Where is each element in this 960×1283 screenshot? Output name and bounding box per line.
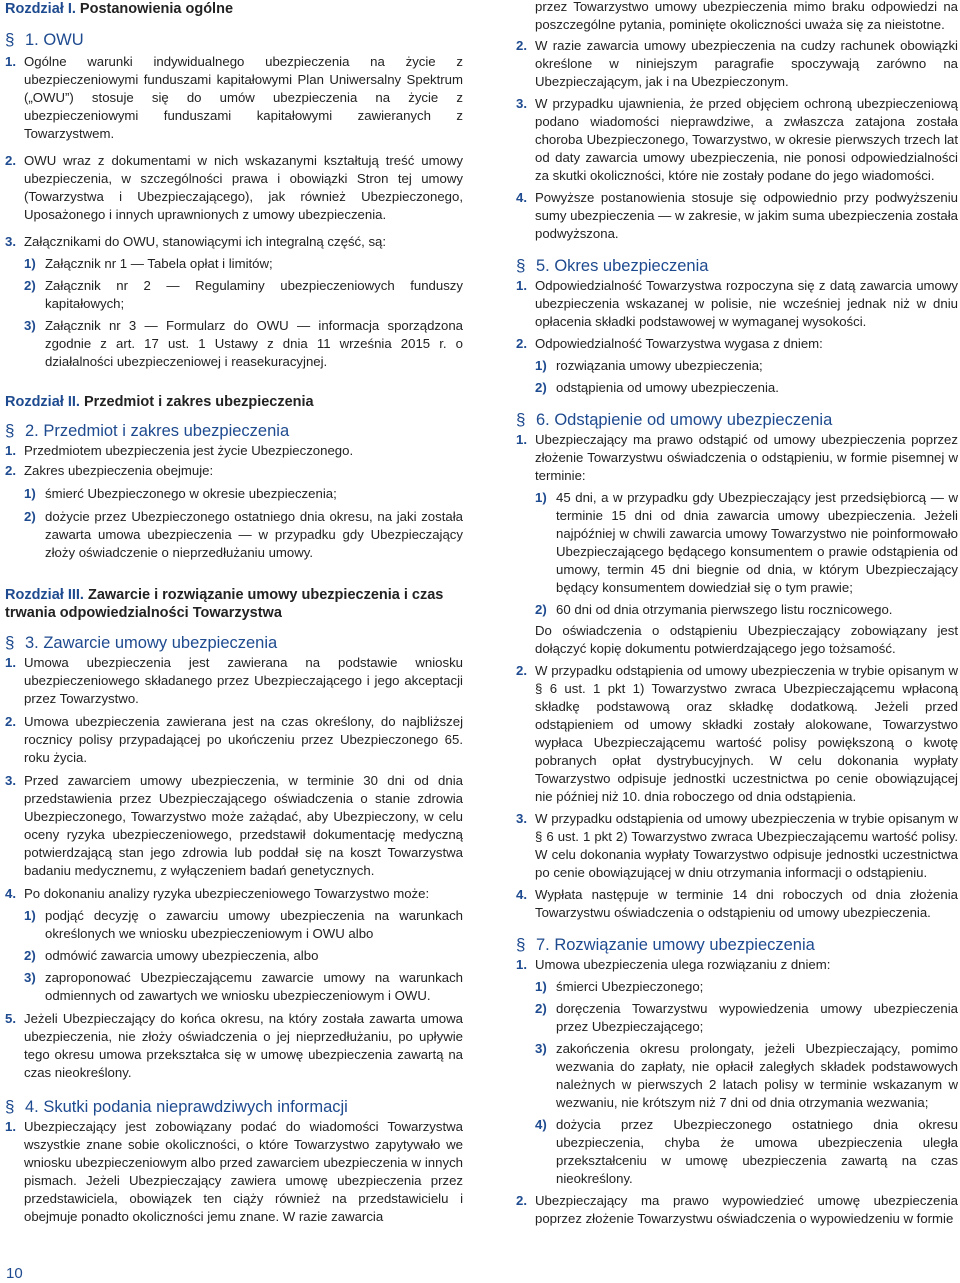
list-item: 1. Ubezpieczający ma prawo odstąpić od umowy ubezpieczenia poprzez złożenie Towarzystwu oświadczenia o odstąpieniu, w formie pisemnej w terminie:: [516, 432, 958, 483]
list-item: 4. Wypłata następuje w terminie 14 dni roboczych od dnia złożenia Towarzystwu oświadczenia o odstąpieniu od umowy ubezpieczenia.: [516, 887, 958, 920]
section-sign-icon: §: [516, 410, 526, 429]
list-item: 1. Odpowiedzialność Towarzystwa rozpoczyna się z datą zawarcia umowy ubezpieczenia wskazanej w polisie, nie wcześniej jednak niż w dniu opłacenia składki podstawowej w wymaganej wysokości.: [516, 278, 958, 329]
list-item: 4. Powyższe postanowienia stosuje się odpowiednio przy podwyższeniu sumy ubezpieczenia — w zakresie, w jakim suma ubezpieczenia została podwyższona.: [516, 190, 958, 241]
list-item: 2. Umowa ubezpieczenia zawierana jest na czas określony, do najbliższej rocznicy polisy przypadającej po ukończeniu przez Ubezpieczonego 65. roku życia.: [5, 714, 463, 765]
list-item: 3. W przypadku ujawnienia, że przed objęciem ochroną ubezpieczeniową podano wiadomości nieprawdziwe, a zwłaszcza zatajona została choroba Ubezpieczonego, Towarzystwo, w okresie pierwszych trzech lat od daty zawarcia umowy ubezpieczenia, nie ponosi odpowiedzialności za skutki okoliczności, które nie zostały podane do jego wiadomości.: [516, 96, 958, 183]
chapter-2-heading: Rozdział II. Przedmiot i zakres ubezpieczenia: [5, 394, 314, 410]
list-item: 2. OWU wraz z dokumentami w nich wskazanymi kształtują treść umowy ubezpieczenia, w szczególności prawa i obowiązki Stron tej umowy (Towarzystwa i Ubezpieczającego), jak również Ubezpieczonego, Uposażonego i innych uprawnionych z umowy ubezpieczenia.: [5, 153, 463, 222]
sub-list-item: 1) Załącznik nr 1 — Tabela opłat i limitów;: [24, 256, 273, 271]
list-item: 3. Załącznikami do OWU, stanowiącymi ich integralną część, są:: [5, 234, 387, 249]
list-item: 2. W przypadku odstąpienia od umowy ubezpieczenia w trybie opisanym w § 6 ust. 1 pkt 1) Towarzystwo zwraca Ubezpieczającemu wpłaconą składkę podstawową oraz składkę dodatkową. Jeżeli przed odstąpieniem od umowy składki zostały alokowane, Towarzystwo wypłaca Ubezpieczającemu wartość polisy powiększoną o kwotę pobranych opłat dystrybucyjnych. W celu dokonania wypłaty Towarzystwo odpisuje jednostki uczestnictwa po cenie obowiązującej nie później niż 10. dnia roboczego od dnia odstąpienia.: [516, 663, 958, 804]
list-item: 1. Umowa ubezpieczenia jest zawierana na podstawie wniosku ubezpieczeniowego składanego przez Ubezpieczającego i jego akceptacji przez Towarzystwo.: [5, 655, 463, 706]
sub-list-item: 2) Załącznik nr 2 — Regulaminy ubezpieczeniowych funduszy kapitałowych;: [24, 278, 463, 311]
section-sign-icon: §: [516, 256, 526, 275]
list-item: 2. Odpowiedzialność Towarzystwa wygasa z dniem:: [516, 336, 823, 351]
list-item: 3. W przypadku odstąpienia od umowy ubezpieczenia w trybie opisanym w § 6 ust. 1 pkt 2) Towarzystwo zwraca Ubezpieczającemu wartość polisy. W celu dokonania wypłaty Towarzystwo odpisuje jednostki uczestnictwa po cenie obowiązującej w dniu otrzymania informacji o odstąpieniu.: [516, 811, 958, 880]
page-number: 10: [6, 1265, 23, 1282]
section-sign-icon: §: [5, 633, 15, 652]
chapter-3-heading: Rozdział III. Zawarcie i rozwiązanie umowy ubezpieczenia i czas trwania odpowiedzialności Towarzystwa: [5, 587, 444, 621]
list-item: 1. Przedmiotem ubezpieczenia jest życie Ubezpieczonego.: [5, 443, 354, 458]
section-5-heading: § 5. Okres ubezpieczenia: [516, 256, 709, 275]
section-sign-icon: §: [5, 1097, 15, 1116]
sub-list-item: 3) Załącznik nr 3 — Formularz do OWU — informacja sporządzona zgodnie z art. 17 ust. 1 Ustawy z dnia 11 września 2015 r. o działalności ubezpieczeniowej i reasekuracyjnej.: [24, 318, 463, 369]
right-column: [516, 0, 958, 1228]
list-item: 2. Zakres ubezpieczenia obejmuje:: [5, 463, 214, 478]
sub-list-item: 1) 45 dni, a w przypadku gdy Ubezpieczający jest przedsiębiorcą — w terminie 15 dni od dnia zawarcia umowy ubezpieczenia. Jeżeli najpóźniej w chwili zawarcia umowy Towarzystwo nie poinformowało Ubezpieczającego będącego konsumentem o prawie odstąpienia od umowy, termin 45 dni biegnie od dnia, w którym Ubezpieczający będący konsumentem dowiedział się o tym prawie;: [535, 490, 958, 595]
list-item: 1. Umowa ubezpieczenia ulega rozwiązaniu z dniem:: [516, 957, 831, 972]
list-item: 3. Przed zawarciem umowy ubezpieczenia, w terminie 30 dni od dnia przedstawienia przez Ubezpieczającego oświadczenia o stanie zdrowia Ubezpieczonego, Towarzystwo może zażądać, aby Ubezpieczony, w celu oceny ryzyka ubezpieczeniowego, przedstawił dokumentację medyczną potwierdzającą stan jego zdrowia lub poddał się na koszt Towarzystwa badaniu medycznemu, z wyłączeniem badań genetycznych.: [5, 773, 463, 878]
section-sign-icon: §: [5, 30, 15, 49]
section-1-heading: § 1. OWU: [5, 30, 84, 49]
section-2-heading: § 2. Przedmiot i zakres ubezpieczenia: [5, 421, 290, 440]
sub-list-item: 1) podjąć decyzję o zawarciu umowy ubezpieczenia na warunkach określonych we wniosku ubezpieczeniowym i OWU albo: [24, 908, 463, 941]
section-sign-icon: §: [5, 421, 15, 440]
section-7-heading: § 7. Rozwiązanie umowy ubezpieczenia: [516, 935, 815, 954]
section-sign-icon: §: [516, 935, 526, 954]
list-item: 2. W razie zawarcia umowy ubezpieczenia na cudzy rachunek obowiązki określone w niniejszym paragrafie spoczywają zarówno na Ubezpieczającym, jak i na Ubezpieczonym.: [516, 38, 958, 89]
section-6-heading: § 6. Odstąpienie od umowy ubezpieczenia: [516, 410, 833, 429]
sub-list-item: 4) dożycia przez Ubezpieczonego ostatniego dnia okresu ubezpieczenia, chyba że umowa ubezpieczenia uległa przekształceniu w umowę ubezpieczenia zawartą na czas nieokreślony.: [535, 1117, 958, 1186]
list-item: 1. Ubezpieczający jest zobowiązany podać do wiadomości Towarzystwa wszystkie znane sobie okoliczności, o które Towarzystwo zapytywało we wniosku ubezpieczeniowym albo przed zawarciem ubezpieczenia w innych pismach. Jeżeli Ubezpieczający zawiera umowę ubezpieczenia przez przedstawiciela, obowiązek ten ciąży również na przedstawicielu i obejmuje ponadto okoliczności jemu znane. W razie zawarcia: [5, 1119, 463, 1224]
sub-list-item: 3) zakończenia okresu prolongaty, jeżeli Ubezpieczający, pomimo wezwania do zapłaty, nie opłacił zaległych składek podstawowych należnych w pierwszych 2 latach polisy w terminie wskazanym w wezwaniu, nie krótszym niż 7 dni od dnia otrzymania wezwania;: [535, 1041, 958, 1110]
sub-list-item: 1) śmierć Ubezpieczonego w okresie ubezpieczenia;: [24, 486, 337, 501]
sub-list-item: 1) śmierci Ubezpieczonego;: [535, 979, 704, 994]
sub-list-item: 2) 60 dni od dnia otrzymania pierwszego listu rocznicowego.: [535, 602, 893, 617]
section-4-heading: § 4. Skutki podania nieprawdziwych informacji: [5, 1097, 348, 1116]
left-column: [5, 0, 463, 1226]
list-item: 1. Ogólne warunki indywidualnego ubezpieczenia na życie z ubezpieczeniowymi funduszami kapitałowymi Plan Uniwersalny Spektrum („OWU”) stosuje się do umów ubezpieczenia na życie z ubezpieczeniowymi funduszami kapitałowymi zawieranych z Towarzystwem.: [5, 54, 463, 141]
sub-list-item: 2) doręczenia Towarzystwu wypowiedzenia umowy ubezpieczenia przez Ubezpieczającego;: [535, 1001, 958, 1034]
list-item: 2. Ubezpieczający ma prawo wypowiedzieć umowę ubezpieczenia poprzez złożenie Towarzystwu oświadczenia o wypowiedzeniu w formie: [516, 1193, 958, 1226]
sub-list-item: 2) odmówić zawarcia umowy ubezpieczenia, albo: [24, 948, 319, 963]
sub-list-item: 1) rozwiązania umowy ubezpieczenia;: [535, 358, 763, 373]
list-item: 4. Po dokonaniu analizy ryzyka ubezpieczeniowego Towarzystwo może:: [5, 886, 430, 901]
list-item: 5. Jeżeli Ubezpieczający do końca okresu, na który została zawarta umowa ubezpieczenia, nie złoży oświadczenia o jej nieprzedłużaniu, po upływie tego okresu umowa przekształca się w umowę ubezpieczenia zawartą na czas nieokreślony.: [5, 1011, 463, 1080]
section-3-heading: § 3. Zawarcie umowy ubezpieczenia: [5, 633, 278, 652]
sub-list-item: 2) odstąpienia od umowy ubezpieczenia.: [535, 380, 779, 395]
chapter-1-heading: Rozdział I. Postanowienia ogólne: [5, 1, 234, 17]
sub-list-item: 2) dożycie przez Ubezpieczonego ostatniego dnia okresu, na jaki została zawarta umowa ubezpieczenia — w przypadku gdy Ubezpieczający złoży oświadczenie o nieprzedłużaniu umowy.: [24, 509, 463, 560]
paragraph: Do oświadczenia o odstąpieniu Ubezpieczający zobowiązany jest dołączyć kopię dokumentu potwierdzającego jego tożsamość.: [535, 623, 958, 656]
continued-paragraph: przez Towarzystwo umowy ubezpieczenia mimo braku odpowiedzi na poszczególne pytania, pominięte okoliczności uważa się za nieistotne.: [535, 0, 958, 32]
sub-list-item: 3) zaproponować Ubezpieczającemu zawarcie umowy na warunkach odmiennych od zawartych we wniosku ubezpieczeniowym i OWU.: [24, 970, 463, 1003]
